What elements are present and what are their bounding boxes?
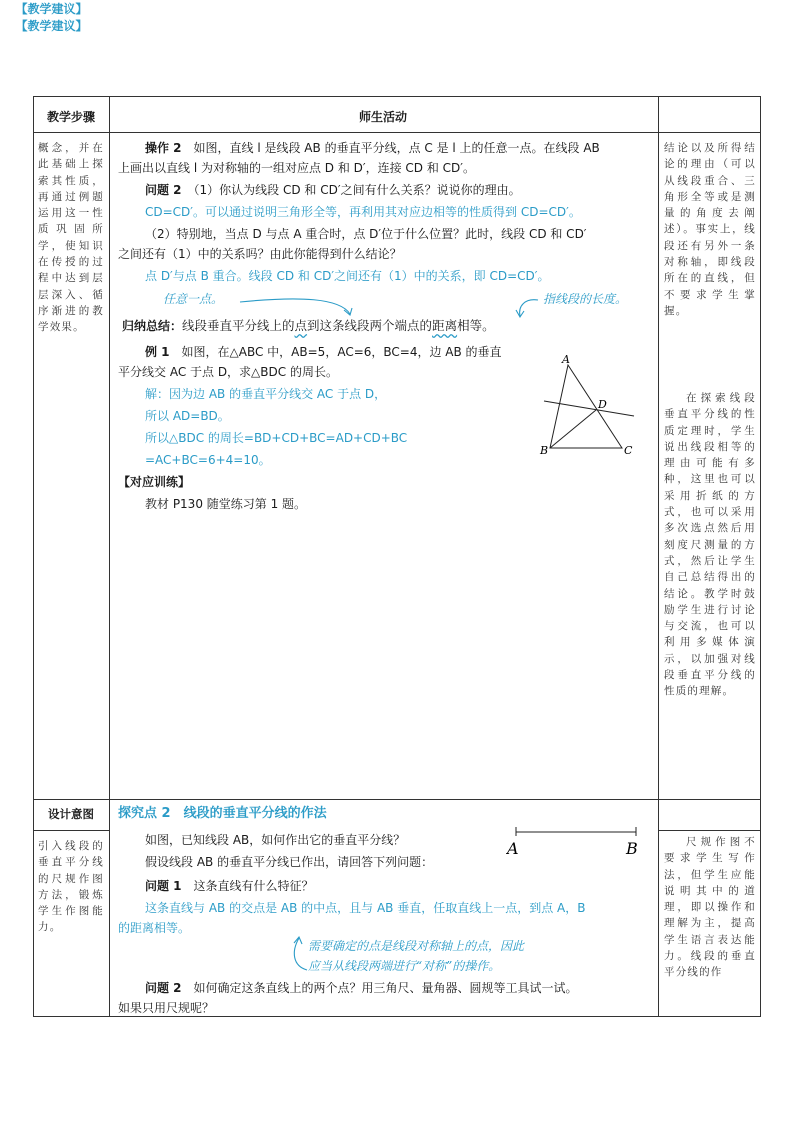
col-divider-left — [109, 97, 110, 1016]
segment-label-a: A — [507, 839, 519, 858]
solution-line1: 解：因为边 AB 的垂直平分线交 AC 于点 D， — [145, 387, 387, 401]
label-a: A — [562, 353, 570, 366]
label-d: D — [598, 398, 607, 411]
summary-label: 归纳总结： — [122, 319, 183, 333]
right-notes: 结论以及所得结论的理由（可以从线段重合、三角形全等或是测量的角度去阐述）。事实上，线段还有另外一条对称轴，即线段所在的直线，但不要求学生掌握。 — [664, 142, 756, 317]
example1-line2: 平分线交 AC 于点 D，求△BDC 的周长。 — [118, 365, 338, 379]
header-activities: 师生活动 — [358, 110, 407, 124]
q2-text: （1）你认为线段 CD 和 CD′之间有什么关系？说说你的理由。 — [181, 183, 521, 197]
summary-text-a: 线段垂直平分线上的 — [182, 318, 295, 333]
col-divider-right — [658, 97, 659, 1016]
summary-text-c: 到这条线段两个端点的 — [307, 318, 433, 333]
solution-line2: 所以 AD=BD。 — [145, 409, 230, 423]
answer-1: CD=CD′。可以通过说明三角形全等，再利用其对应边相等的性质得到 CD=CD′。 — [145, 205, 581, 219]
note-construction-arrow — [283, 934, 313, 980]
q1-text: 这条直线有什么特征？ — [181, 879, 314, 893]
training-label: 【对应训练】 — [118, 475, 191, 489]
summary-text-b: 点 — [294, 318, 308, 333]
inquiry-line1: 如图，已知线段 AB，如何作出它的垂直平分线？ — [145, 833, 406, 847]
label-c: C — [624, 444, 633, 457]
header-divider — [34, 132, 760, 133]
triangle-figure — [538, 352, 638, 462]
answer-3-line2: 的距离相等。 — [118, 921, 191, 935]
q2c-text: 如何确定这条直线上的两个点？用三角尺、量角器、圆规等工具试一试。 — [181, 981, 578, 995]
note-construction-2: 应当从线段两端进行“对称”的操作。 — [308, 959, 501, 973]
segment-label-b: B — [626, 839, 638, 858]
label-b: B — [540, 444, 549, 457]
arrow-construction — [294, 938, 307, 970]
training-text: 教材 P130 随堂练习第 1 题。 — [145, 497, 307, 511]
q1-label: 问题 1 — [145, 879, 182, 893]
section-divider — [34, 799, 760, 800]
op2-line2: 上画出以直线 l 为对称轴的一组对应点 D 和 D′，连接 CD 和 CD′。 — [118, 161, 476, 175]
design-label-divider — [34, 830, 109, 831]
tag2-divider — [658, 830, 760, 831]
q2c-label: 问题 2 — [145, 981, 182, 995]
example1-text: 如图，在△ABC 中，AB=5，AC=6，BC=4，边 AB 的垂直 — [169, 345, 502, 359]
teaching-tip-tag-2: 【教学建议】 — [15, 19, 88, 33]
design-intent-label: 设计意图 — [48, 807, 94, 821]
summary-text-e: 相等。 — [457, 318, 495, 333]
solution-line4: =AC+BC=6+4=10。 — [145, 453, 271, 467]
triangle-abc — [550, 365, 622, 448]
op2-text: 如图，直线 l 是线段 AB 的垂直平分线，点 C 是 l 上的任意一点。在线段 AB — [181, 141, 600, 155]
op2-line1 — [145, 138, 600, 158]
teaching-tip-notes: 在探索线段垂直平分线的性质定理时，学生说出线段相等的理由可能有多种，这里也可以采用折纸的方式，也可以采用多次选点然后用刻度尺测量的方式，然后让学生自己总结得出的结论。教学时鼓励学生进行讨论与交流，也可以利用多媒体演示，以加强对线段垂直平分线的性质的理解。 — [664, 392, 756, 698]
answer-3-line1: 这条直线与 AB 的交点是 AB 的中点，且与 AB 垂直，任取直线上一点，到点 A，B — [145, 901, 586, 915]
header-steps: 教学步骤 — [46, 110, 95, 124]
answer-2: 点 D′与点 B 重合。线段 CD 和 CD′之间还有（1）中的关系，即 CD=CD′。 — [145, 269, 550, 283]
example1-line1 — [145, 342, 502, 362]
q1-line — [145, 876, 314, 896]
segment-figure — [506, 824, 646, 864]
left-notes: 概念，并在此基础上探索其性质，再通过例题运用这一性质巩固所学，使知识在传授的过程中达到层层深入、循序渐进的教学效果。 — [38, 142, 104, 334]
q2-label: 问题 2 — [145, 183, 182, 197]
q2b-line1: （2）特别地，当点 D 与点 A 重合时，点 D′位于什么位置？此时，线段 CD 和 CD′ — [145, 227, 587, 241]
inquiry-title: 探究点 2 线段的垂直平分线的作法 — [118, 806, 327, 821]
q2c-line2: 如果只用尺规呢？ — [118, 1001, 215, 1015]
design-intent-notes: 引入线段的垂直平分线的尺规作图方法，锻炼学生作图能力。 — [38, 840, 104, 934]
q2c-line1 — [145, 978, 578, 998]
solution-line3: 所以△BDC 的周长=BD+CD+BC=AD+CD+BC — [145, 431, 408, 445]
arrow-left — [240, 299, 350, 314]
teaching-tip-notes-2: 尺规作图不要求学生写作法，但学生应能说明其中的道理，即以操作和理解为主，提高学生语言表达能力。线段的垂直平分线的作 — [664, 836, 756, 979]
q2-line — [145, 180, 521, 200]
op2-label: 操作 2 — [145, 141, 182, 155]
teaching-tip-tag: 【教学建议】 — [15, 2, 88, 16]
note-any-point: 任意一点。 — [163, 292, 224, 306]
summary-line — [122, 316, 495, 336]
inquiry-line2: 假设线段 AB 的垂直平分线已作出，请回答下列问题： — [145, 855, 434, 869]
summary-text-d: 距离 — [432, 318, 458, 333]
note-construction-1: 需要确定的点是线段对称轴上的点，因此 — [308, 939, 525, 953]
note-segment-length: 指线段的长度。 — [543, 292, 628, 306]
example1-label: 例 1 — [145, 345, 170, 359]
q2b-line2: 之间还有（1）中的关系吗？由此你能得到什么结论？ — [118, 247, 402, 261]
